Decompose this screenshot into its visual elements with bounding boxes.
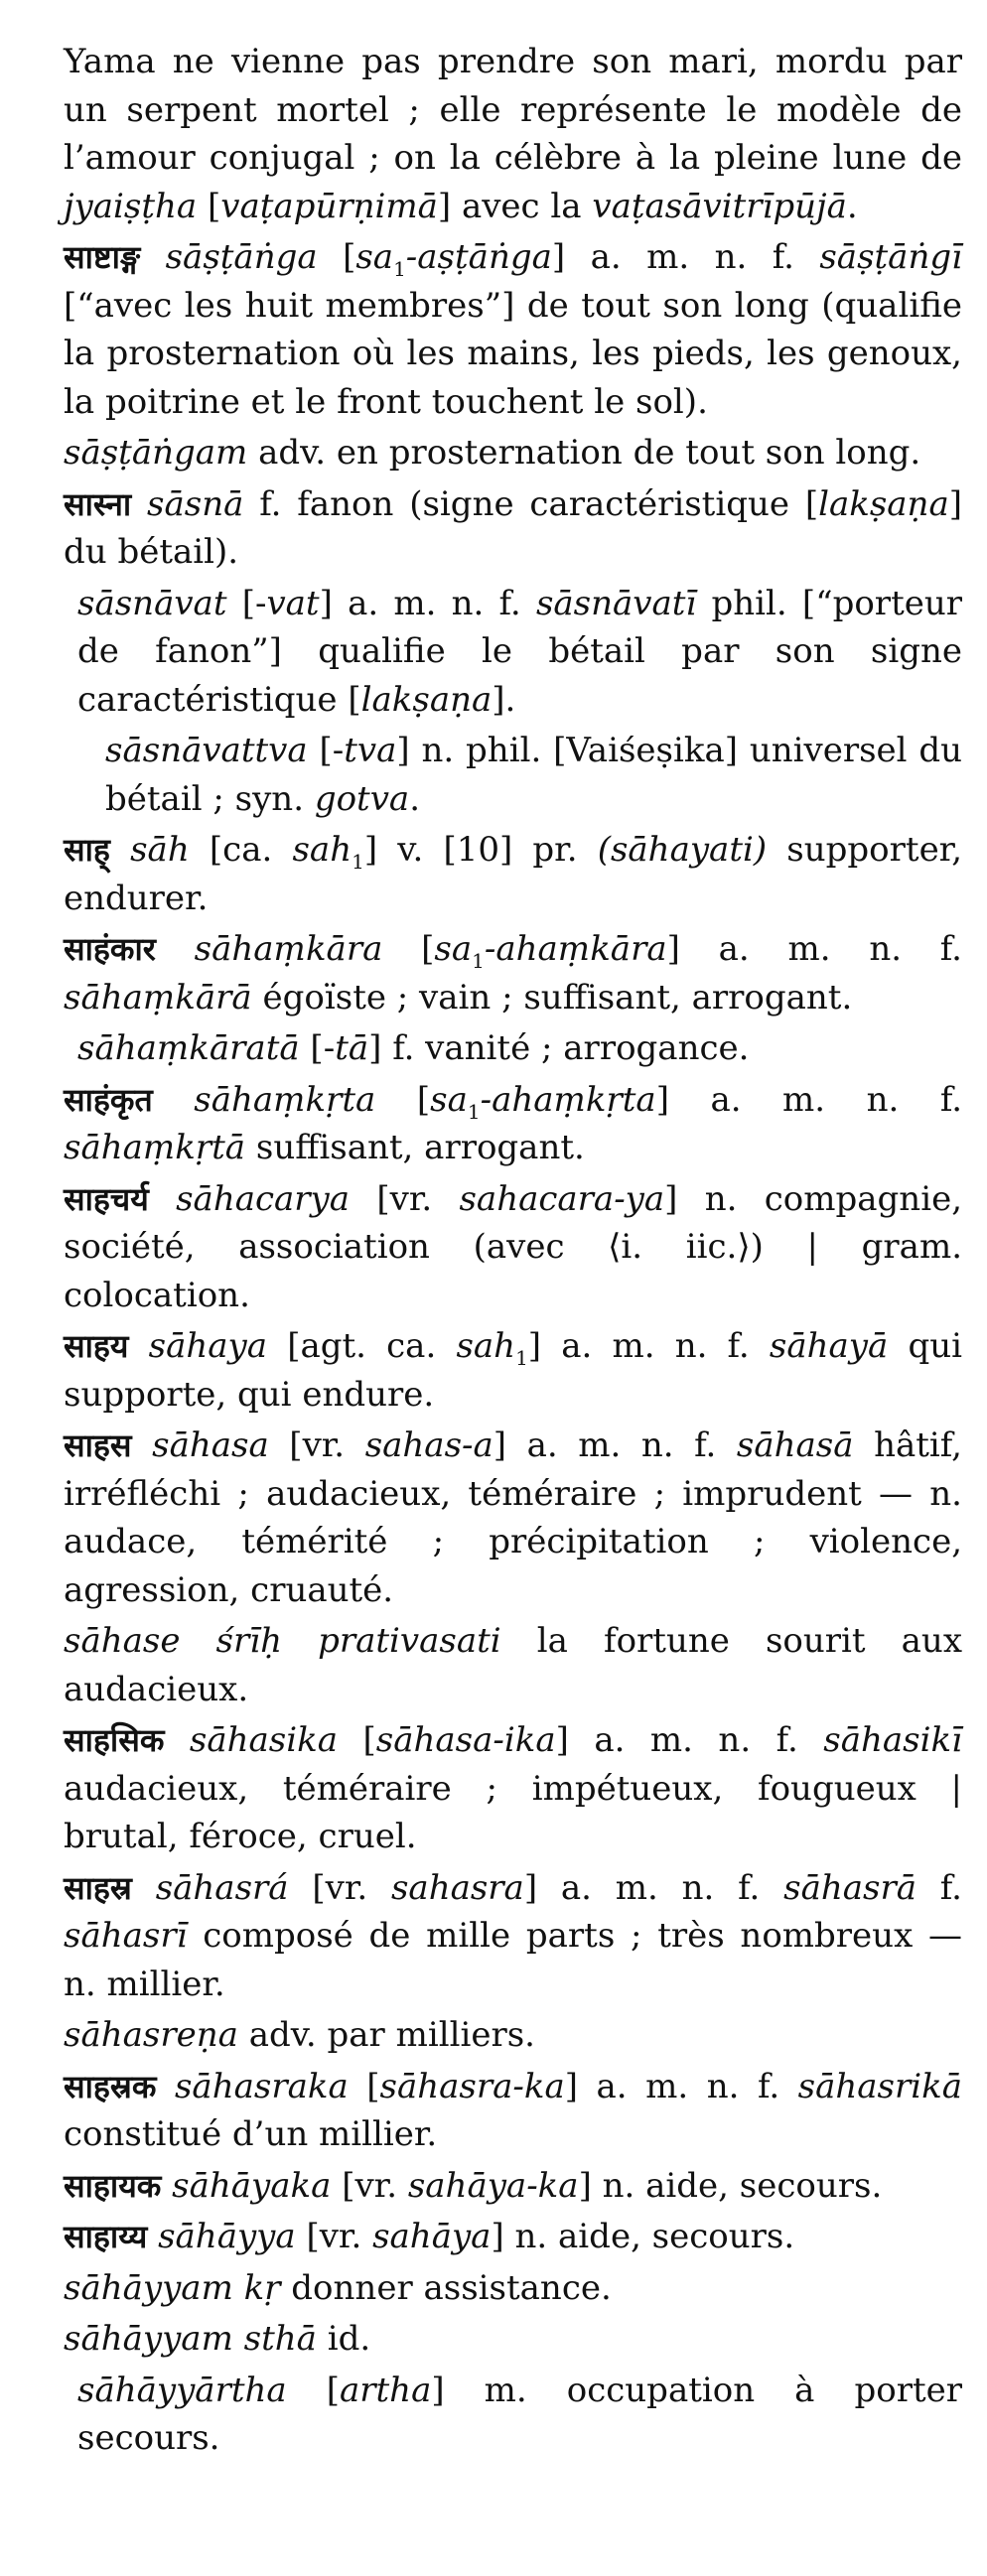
definition-text: égoïste ; vain ; suffisant, arrogant. [251,977,853,1017]
italic-term: tva [344,731,397,770]
definition-text [132,1425,153,1465]
dictionary-entry [64,1322,962,1419]
definition-text: qui supporte, qui endure. [64,1326,962,1415]
italic-term: sāhāyaka [172,2165,332,2206]
dictionary-entry [64,826,962,922]
devanagari-headword: साहाय्य [64,2218,148,2255]
definition-text [140,237,165,277]
definition-text: [agt. ca. [267,1326,457,1366]
homonym-index: 1 [393,256,406,281]
devanagari-headword: साहंकार [64,930,156,968]
definition-text: id. [316,2319,371,2359]
italic-term: sāhāyyam kṛ [64,2267,281,2308]
definition-text: ] n. aide, secours. [491,2217,795,2256]
sub-entry [64,1024,962,1073]
definition-text: ] a. m. n. f. [527,1326,770,1366]
definition-text: [ [317,237,356,277]
italic-term: sāsnāvat [77,583,227,623]
definition-text: phil. [“porteur de fanon”] qualifie le bétail par son signe caractéristique [ [77,583,962,720]
definition-text [149,1179,176,1219]
dictionary-entry [64,1617,962,1713]
entry-list [64,38,962,2463]
italic-term: tā [335,1028,369,1068]
italic-term: sāhāyyārtha [77,2370,287,2410]
definition-text: ] a. m. n. f. [551,237,820,277]
definition-text: [ [197,186,221,226]
definition-text: [vr. [268,1425,365,1465]
italic-term: sāhāyyam sthā [64,2319,317,2359]
definition-text: adv. par milliers. [237,2015,535,2055]
devanagari-headword: साहस्रक [64,2067,157,2105]
italic-term: sāhasā [736,1425,854,1465]
dictionary-entry [64,38,962,230]
italic-term: artha [339,2370,432,2410]
definition-text [132,1868,156,1908]
italic-term: vat [266,583,320,623]
dictionary-entry [64,1864,962,2009]
definition-text: [ [286,2370,340,2410]
definition-text: [vr. [331,2165,408,2206]
definition-text: ] avec la [437,186,593,226]
italic-term: sāhasa [152,1425,269,1465]
dictionary-entry [64,1175,962,1320]
definition-text: ] n. phil. [Vaiśeṣika] universel du bétail ; syn. [105,731,963,819]
italic-term: sa [434,929,473,969]
definition-text: ] a. m. n. f. [666,929,962,969]
definition-text: ] a. m. n. f. [493,1425,737,1465]
definition-text: supporter, endurer. [64,830,963,918]
definition-text: composé de mille parts ; très nombreux — n. millier. [64,1916,962,2004]
definition-text: [ [348,2066,380,2106]
dictionary-entry [64,2011,962,2060]
italic-term: sāhasrá [155,1867,289,1908]
devanagari-headword: साहायक [64,2166,162,2205]
italic-term: sāhaṃkāratā [77,1028,300,1068]
definition-text [147,2217,158,2256]
definition-text: [ [338,1720,376,1760]
definition-text: [- [226,583,267,623]
devanagari-headword: साहय [64,1327,129,1365]
definition-text: [- [307,731,345,770]
homonym-index: 1 [515,1345,528,1370]
sub-entry [64,727,962,823]
definition-text: [ [375,1079,431,1120]
italic-term: sahacara-ya [459,1178,665,1219]
definition-text: ] a. m. n. f. [555,1720,824,1760]
italic-term: sāh [130,830,190,870]
definition-text: la fortune sourit aux audacieux. [64,1621,962,1709]
devanagari-headword: साहसिक [64,1721,165,1759]
definition-text: [ [382,929,435,969]
italic-term: sāhasrā [783,1867,916,1908]
definition-text: donner assistance. [280,2267,612,2308]
definition-text [128,1326,148,1366]
italic-term: sāhase śrīḥ prativasati [64,1621,501,1661]
devanagari-headword: साहस [64,1426,132,1464]
italic-term: sāhaṃkārā [64,977,252,1017]
italic-term: sahasra [390,1867,524,1908]
definition-text: ] n. compagnie, société, association (avec ⟨i. iic.⟩) | gram. colocation. [64,1178,963,1315]
definition-text: ] n. aide, secours. [578,2165,883,2206]
dictionary-entry [64,2162,962,2211]
dictionary-entry [64,1716,962,1861]
definition-text: [- [299,1028,336,1068]
italic-term: sāhasreṇa [64,2015,238,2055]
italic-term: sāṣṭāṅgam [64,433,248,473]
italic-term: sāsnā [147,483,244,524]
italic-term: sāhaṃkṛtā [64,1128,246,1167]
definition-text: [vr. [288,1867,391,1908]
homonym-index: 1 [467,1099,481,1124]
definition-text: ] a. m. n. f. [655,1079,963,1120]
italic-term: jyaiṣṭha [64,186,198,226]
italic-term: sāhaṃkṛta [194,1079,376,1120]
italic-term: sāsnāvattva [105,731,308,770]
italic-term: sāhāyya [158,2217,296,2256]
dictionary-entry [64,1076,962,1172]
homonym-index: 1 [472,948,485,973]
italic-term: sa [355,237,394,277]
definition-text [131,484,147,524]
definition-text: . [846,186,858,226]
italic-term: sahāya-ka [407,2165,579,2206]
definition-text: [ca. [189,830,293,870]
devanagari-headword: साहंकृत [64,1080,153,1119]
italic-term: sah [292,830,352,870]
definition-text [110,830,130,870]
italic-term: -ahaṃkāra [484,929,667,969]
italic-term: sāhasikī [823,1720,962,1760]
definition-text: ] a. m. n. f. [564,2066,798,2106]
definition-text: ] f. vanité ; arrogance. [368,1028,750,1068]
italic-term: sāhasa-ika [375,1720,556,1760]
italic-term: lakṣaṇa [360,679,493,720]
italic-term: sāhaṃkāra [194,929,383,969]
italic-term: -ahaṃkṛta [480,1079,656,1120]
definition-text: f. [916,1867,962,1908]
definition-text: [vr. [295,2217,373,2256]
italic-term: sahāya [372,2217,492,2256]
definition-text: . [409,778,421,819]
sub-entry [64,2367,962,2463]
dictionary-entry [64,925,962,1021]
dictionary-entry [64,429,962,477]
italic-term: gotva [314,778,410,819]
italic-term: sāṣṭāṅgī [819,237,962,277]
definition-text: adv. en prosternation de tout son long. [247,433,921,473]
definition-text: ]. [492,679,516,720]
devanagari-headword: सास्ना [64,484,132,523]
homonym-index: 1 [352,849,364,874]
definition-text: ] a. m. n. f. [319,583,536,623]
definition-text: ] a. m. n. f. [523,1867,784,1908]
italic-term: -aṣṭāṅga [405,237,552,277]
definition-text: constitué d’un millier. [64,2114,438,2154]
definition-text: f. fanon (signe caractéristique [ [243,483,819,524]
italic-term: sa [430,1079,468,1120]
definition-text: ] m. occupation à porter secours. [77,2370,962,2458]
italic-term: sahas-a [364,1425,494,1465]
italic-term: sāhasraka [174,2066,349,2106]
definition-text: [vr. [350,1178,460,1219]
dictionary-entry [64,480,962,577]
definition-text: suffisant, arrogant. [245,1128,585,1167]
definition-text: Yama ne vienne pas prendre son mari, mordu par un serpent mortel ; elle représente le modèle de l’amour conjugal ; on la célèbre à la pleine lune de [64,42,962,178]
italic-term: sāhasrī [64,1916,188,1956]
sub-entry [64,580,962,725]
devanagari-headword: साहचर्य [64,1179,149,1218]
dictionary-entry [64,1422,962,1614]
dictionary-entry [64,2315,962,2364]
devanagari-headword: साहस्र [64,1868,132,1907]
definition-text [156,2067,175,2106]
dictionary-entry [64,2213,962,2261]
definition-text: audacieux, téméraire ; impétueux, fougueux | brutal, féroce, cruel. [64,1768,962,1856]
definition-text [161,2166,172,2206]
definition-text: [“avec les huit membres”] de tout son long (qualifie la prosternation où les mains, les pieds, les genoux, la poitrine et le front touchent le sol). [64,285,962,422]
italic-term: lakṣaṇa [818,483,949,524]
italic-term: sāhasrikā [797,2066,962,2106]
dictionary-entry [64,2264,962,2313]
italic-term: sah [456,1326,516,1366]
definition-text: hâtif, irréfléchi ; audacieux, téméraire ; imprudent — n. audace, témérité ; précipitation ; violence, agression, cruauté. [64,1425,962,1610]
italic-term: sāṣṭāṅga [165,237,318,277]
dictionary-entry [64,2063,962,2159]
dictionary-entry [64,233,962,426]
italic-term: sāhaya [148,1326,268,1366]
italic-term: sāhasika [189,1720,338,1760]
italic-term: (sāhayati) [597,830,768,870]
definition-text: ] du bétail). [64,483,962,572]
italic-term: sāsnāvatī [535,583,697,623]
italic-term: vaṭasāvitrīpūjā [592,186,847,226]
italic-term: sāhacarya [176,1178,351,1219]
italic-term: sāhayā [769,1326,889,1366]
italic-term: vaṭapūrṇimā [220,186,438,226]
definition-text [153,1080,195,1120]
definition-text [164,1720,189,1760]
definition-text [156,929,195,969]
definition-text: ] v. [10] pr. [363,830,598,870]
devanagari-headword: साह् [64,831,110,869]
italic-term: sāhasra-ka [379,2066,565,2106]
devanagari-headword: साष्टाङ्ग [64,238,141,276]
